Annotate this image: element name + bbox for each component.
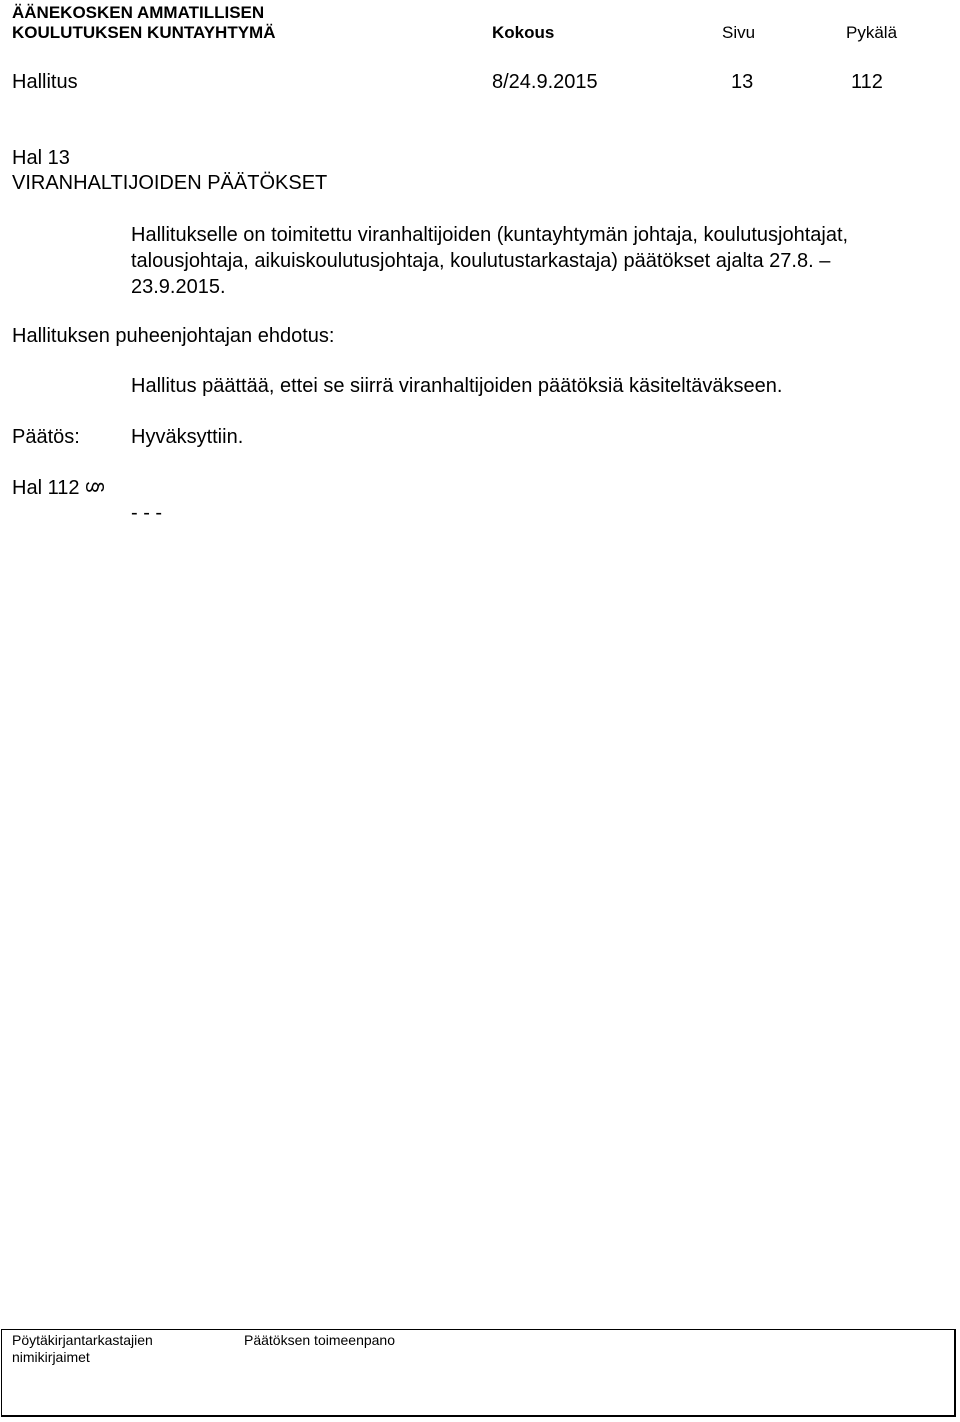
header-section-label: Pykälä [846, 23, 898, 42]
signatures-label-line1: Pöytäkirjantarkastajien [12, 1332, 153, 1348]
signatures-label-line2: nimikirjaimet [12, 1349, 90, 1365]
item-number: Hal 13 [12, 147, 70, 169]
proposal-text: Hallitus päättää, ettei se siirrä viranhaltijoiden päätöksiä käsiteltäväkseen. [131, 375, 783, 397]
description-line: talousjohtaja, aikuiskoulutusjohtaja, koulutustarkastaja) päätökset ajalta 27.8. – [131, 250, 831, 272]
description-line: Hallitukselle on toimitettu viranhaltijoiden (kuntayhtymän johtaja, koulutusjohtajat, [131, 224, 849, 246]
description-line: 23.9.2015. [131, 276, 226, 298]
section-reference [12, 475, 109, 501]
section-number: 112 [851, 71, 883, 93]
section-reference-label: Hal 112 [12, 477, 80, 499]
header-meeting-label: Kokous [492, 23, 555, 42]
execution-label: Päätöksen toimeenpano [244, 1332, 395, 1348]
organization-name-line2: KOULUTUKSEN KUNTAYHTYMÄ [12, 23, 276, 42]
footer-box [1, 1329, 956, 1417]
separator-dashes: - - - [131, 502, 163, 524]
organization-name-line1: ÄÄNEKOSKEN AMMATILLISEN [12, 3, 265, 22]
decision-text: Hyväksyttiin. [131, 426, 244, 448]
page-number: 13 [731, 71, 754, 93]
item-title: VIRANHALTIJOIDEN PÄÄTÖKSET [12, 172, 328, 194]
proposal-label: Hallituksen puheenjohtajan ehdotus: [12, 325, 335, 347]
decision-label: Päätös: [12, 426, 80, 448]
governing-body: Hallitus [12, 71, 78, 93]
header-page-label: Sivu [722, 23, 756, 42]
meeting-number-date: 8/24.9.2015 [492, 71, 598, 93]
section-sign-icon: § [83, 480, 109, 494]
